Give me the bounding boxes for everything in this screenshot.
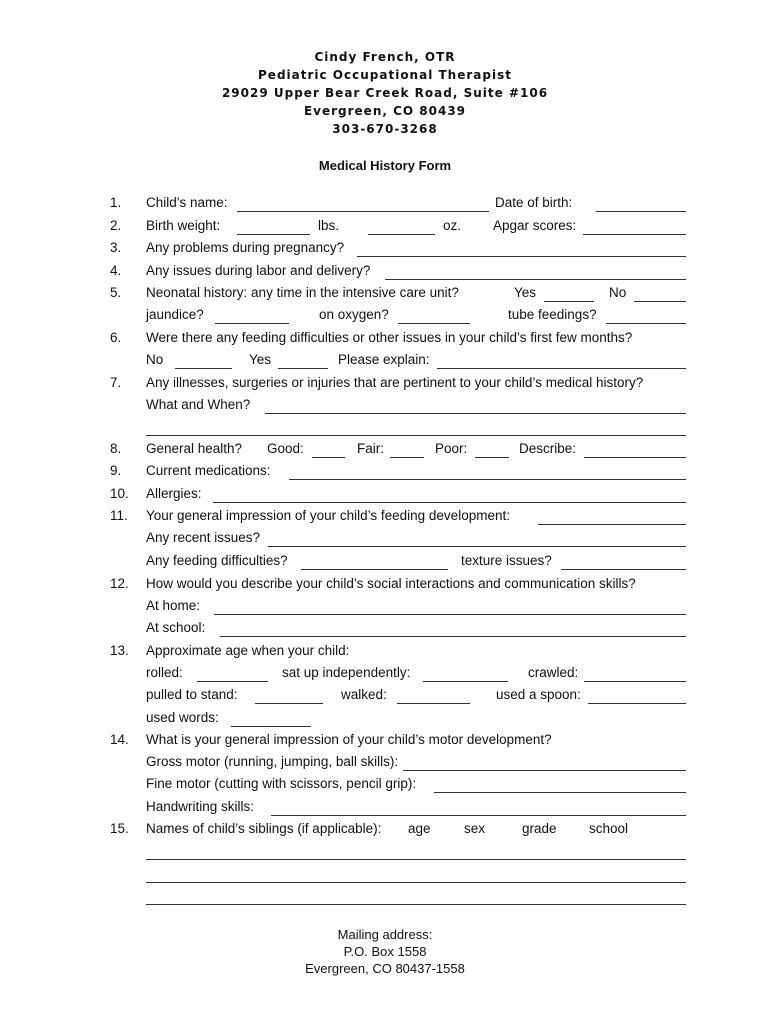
question-number: 1.: [110, 195, 122, 210]
question-number: 10.: [110, 486, 129, 501]
tube-feedings-field[interactable]: [606, 323, 686, 324]
handwriting-field[interactable]: [271, 815, 686, 816]
feeding-impression-field[interactable]: [538, 524, 686, 525]
nicu-yes-label: Yes: [514, 285, 537, 300]
crawled-label: crawled:: [528, 665, 579, 680]
feeding-no-label: No: [146, 352, 164, 367]
jaundice-label: jaundice?: [146, 307, 204, 322]
pulled-to-stand-label: pulled to stand:: [146, 687, 238, 702]
at-home-field[interactable]: [214, 614, 686, 615]
pregnancy-problems-field[interactable]: [357, 256, 686, 257]
date-of-birth-field[interactable]: [596, 211, 686, 212]
used-spoon-label: used a spoon:: [496, 687, 581, 702]
question-number: 6.: [110, 330, 122, 345]
sat-up-label: sat up independently:: [282, 665, 411, 680]
question-number: 3.: [110, 240, 122, 255]
at-school-field[interactable]: [220, 636, 686, 637]
recent-issues-field[interactable]: [268, 546, 686, 547]
question-number: 5.: [110, 285, 122, 300]
handwriting-label: Handwriting skills:: [146, 799, 255, 814]
health-poor-field[interactable]: [475, 457, 509, 458]
what-when-field-line2[interactable]: [146, 435, 686, 436]
siblings-grade-header: grade: [522, 821, 557, 836]
nicu-no-label: No: [609, 285, 627, 300]
tube-feedings-label: tube feedings?: [508, 307, 597, 322]
health-fair-label: Fair:: [357, 441, 384, 456]
birth-weight-lbs-field[interactable]: [237, 234, 310, 235]
used-words-field[interactable]: [231, 726, 311, 727]
crawled-field[interactable]: [584, 681, 686, 682]
gross-motor-field[interactable]: [403, 770, 686, 771]
form-title: Medical History Form: [318, 158, 452, 173]
at-home-label: At home:: [146, 598, 201, 613]
health-describe-label: Describe:: [519, 441, 577, 456]
used-spoon-field[interactable]: [588, 703, 686, 704]
milestones-label: Approximate age when your child:: [146, 643, 350, 658]
health-poor-label: Poor:: [435, 441, 468, 456]
question-number: 4.: [110, 263, 122, 278]
recent-issues-label: Any recent issues?: [146, 530, 261, 545]
please-explain-label: Please explain:: [338, 352, 430, 367]
allergies-label: Allergies:: [146, 486, 202, 501]
what-when-label: What and When?: [146, 397, 251, 412]
illnesses-label: Any illnesses, surgeries or injuries that are pertinent to your child’s medical history?: [146, 375, 644, 390]
question-number: 2.: [110, 218, 122, 233]
question-number: 7.: [110, 375, 122, 390]
general-health-label: General health?: [146, 441, 243, 456]
therapist-name: Cindy French, OTR: [314, 50, 456, 64]
apgar-scores-label: Apgar scores:: [493, 218, 577, 233]
apgar-scores-field[interactable]: [583, 234, 686, 235]
question-number: 12.: [110, 576, 129, 591]
allergies-field[interactable]: [213, 502, 686, 503]
siblings-label: Names of child’s siblings (if applicable):: [146, 821, 382, 836]
jaundice-field[interactable]: [215, 323, 289, 324]
question-number: 14.: [110, 732, 129, 747]
mailing-address-label: Mailing address:: [337, 927, 433, 942]
feeding-yes-field[interactable]: [278, 368, 328, 369]
oxygen-field[interactable]: [398, 323, 470, 324]
question-number: 15.: [110, 821, 129, 836]
health-good-field[interactable]: [312, 457, 345, 458]
rolled-label: rolled:: [146, 665, 183, 680]
question-number: 11.: [110, 508, 128, 523]
feeding-difficulties-label: Were there any feeding difficulties or other issues in your child’s first few months?: [146, 330, 633, 345]
po-box: P.O. Box 1558: [343, 944, 427, 959]
office-city: Evergreen, CO 80439: [303, 104, 467, 118]
any-feeding-difficulties-label: Any feeding difficulties?: [146, 553, 288, 568]
siblings-sex-header: sex: [464, 821, 486, 836]
texture-issues-label: texture issues?: [461, 553, 552, 568]
therapist-role: Pediatric Occupational Therapist: [258, 68, 512, 82]
labor-delivery-label: Any issues during labor and delivery?: [146, 263, 371, 278]
please-explain-field[interactable]: [437, 368, 686, 369]
office-phone: 303-670-3268: [332, 122, 438, 136]
neonatal-history-label: Neonatal history: any time in the intensive care unit?: [146, 285, 459, 300]
gross-motor-label: Gross motor (running, jumping, ball skills):: [146, 754, 399, 769]
at-school-label: At school:: [146, 620, 206, 635]
motor-development-label: What is your general impression of your child’s motor development?: [146, 732, 552, 747]
rolled-field[interactable]: [197, 681, 268, 682]
nicu-no-field[interactable]: [634, 301, 686, 302]
walked-field[interactable]: [397, 703, 470, 704]
fine-motor-field[interactable]: [434, 792, 686, 793]
question-number: 13.: [110, 643, 129, 658]
siblings-school-header: school: [589, 821, 629, 836]
pregnancy-problems-label: Any problems during pregnancy?: [146, 240, 345, 255]
medications-field[interactable]: [289, 479, 686, 480]
oxygen-label: on oxygen?: [319, 307, 389, 322]
question-number: 9.: [110, 463, 122, 478]
childs-name-label: Child’s name:: [146, 195, 228, 210]
walked-label: walked:: [341, 687, 387, 702]
sat-up-field[interactable]: [423, 681, 508, 682]
medications-label: Current medications:: [146, 463, 271, 478]
date-of-birth-label: Date of birth:: [495, 195, 573, 210]
office-street: 29029 Upper Bear Creek Road, Suite #106: [221, 86, 549, 100]
social-skills-label: How would you describe your child’s social interactions and communication skills?: [146, 576, 636, 591]
birth-weight-label: Birth weight:: [146, 218, 221, 233]
health-good-label: Good:: [267, 441, 304, 456]
texture-issues-field[interactable]: [561, 569, 686, 570]
oz-label: oz.: [443, 218, 462, 233]
birth-weight-oz-field[interactable]: [368, 234, 435, 235]
health-fair-field[interactable]: [390, 457, 424, 458]
siblings-field-line3[interactable]: [146, 904, 686, 905]
nicu-yes-field[interactable]: [544, 301, 594, 302]
siblings-age-header: age: [408, 821, 431, 836]
mailing-city: Evergreen, CO 80437-1558: [305, 961, 465, 976]
question-number: 8.: [110, 441, 122, 456]
feeding-yes-label: Yes: [249, 352, 272, 367]
feeding-impression-label: Your general impression of your child’s feeding development:: [146, 508, 510, 523]
health-describe-field[interactable]: [584, 457, 686, 458]
feeding-no-field[interactable]: [175, 368, 232, 369]
fine-motor-label: Fine motor (cutting with scissors, pencil grip):: [146, 776, 417, 791]
lbs-label: lbs.: [318, 218, 340, 233]
childs-name-field[interactable]: [237, 211, 489, 212]
any-feeding-difficulties-field[interactable]: [301, 569, 448, 570]
siblings-field-line1[interactable]: [146, 859, 686, 860]
what-when-field[interactable]: [265, 413, 686, 414]
used-words-label: used words:: [146, 710, 219, 725]
pulled-to-stand-field[interactable]: [255, 703, 323, 704]
labor-delivery-field[interactable]: [385, 279, 686, 280]
siblings-field-line2[interactable]: [146, 882, 686, 883]
